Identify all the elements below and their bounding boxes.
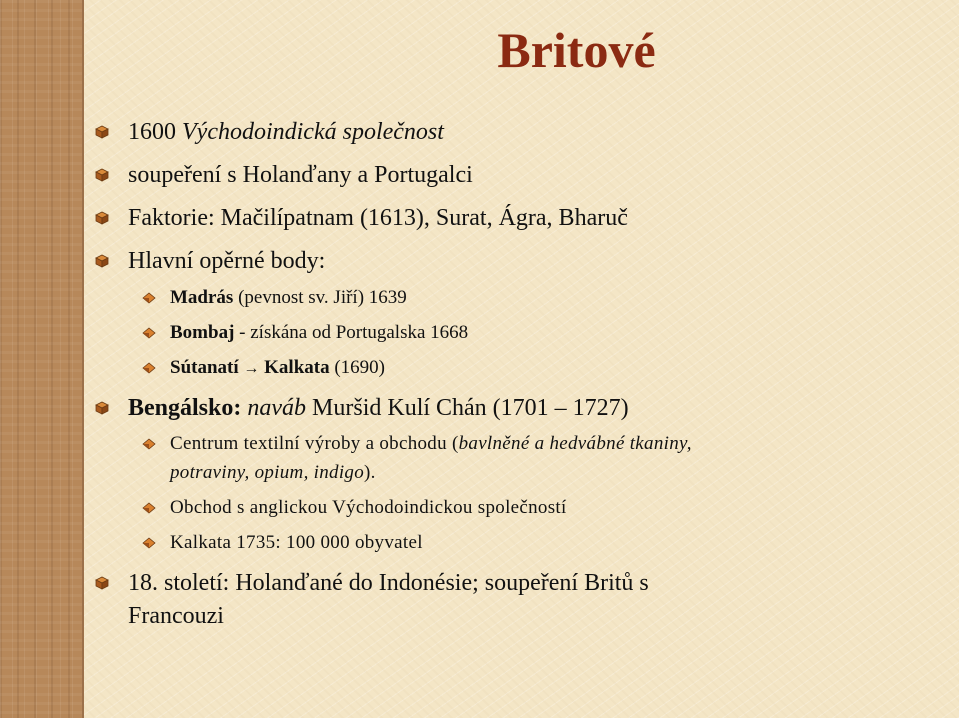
- diamond-bullet-icon: [95, 401, 109, 415]
- kalkata-bold: Kalkata: [264, 357, 330, 378]
- bengal-rest: Muršid Kulí Chán (1701 – 1727): [312, 395, 629, 421]
- slide-title: Britové: [497, 22, 656, 78]
- textile-italic-1: bavlněné a hedvábné tkaniny,: [458, 433, 692, 454]
- diamond-bullet-icon: [95, 576, 109, 590]
- kalkata-rest: (1690): [334, 357, 385, 378]
- diamond-bullet-icon: [142, 327, 156, 339]
- textile-italic-2: potraviny, opium, indigo: [170, 462, 365, 483]
- madras-rest: (pevnost sv. Jiří) 1639: [238, 287, 407, 308]
- bullet-18th-century-line2: Francouzi: [128, 603, 224, 629]
- nawab-italic: naváb: [247, 395, 307, 421]
- sub-kalkata: [170, 356, 385, 381]
- diamond-bullet-icon: [142, 537, 156, 549]
- bombay-bold: Bombaj: [170, 322, 235, 343]
- bombay-rest: - získána od Portugalska 1668: [239, 322, 469, 343]
- diamond-bullet-icon: [142, 362, 156, 374]
- sub-trade: Obchod s anglickou Východoindickou společností: [170, 497, 567, 518]
- bullet-bengal: [128, 394, 629, 422]
- sub-bombay: [170, 321, 468, 345]
- bullet-1600: [128, 118, 444, 146]
- diamond-bullet-icon: [142, 292, 156, 304]
- sub-population: Kalkata 1735: 100 000 obyvatel: [170, 532, 423, 553]
- sub-textile-line2: [170, 461, 376, 485]
- arrow-icon: →: [243, 360, 260, 377]
- left-texture-strip: [0, 0, 82, 718]
- madras-bold: Madrás: [170, 287, 234, 308]
- sutanati-bold: Sútanatí: [170, 357, 239, 378]
- bengal-bold: Bengálsko:: [128, 395, 242, 421]
- bullet-main-bases: Hlavní opěrné body:: [128, 248, 326, 274]
- diamond-bullet-icon: [95, 168, 109, 182]
- diamond-bullet-icon: [95, 125, 109, 139]
- textile-text: Centrum textilní výroby a obchodu (: [170, 433, 459, 454]
- company-italic: Východoindická společnost: [182, 119, 444, 145]
- bullet-factories: Faktorie: Mačilípatnam (1613), Surat, Ágra, Bharuč: [128, 205, 628, 231]
- diamond-bullet-icon: [95, 254, 109, 268]
- sub-textile-line1: [170, 432, 692, 456]
- bullet-rivalry: soupeření s Holanďany a Portugalci: [128, 162, 473, 188]
- diamond-bullet-icon: [95, 211, 109, 225]
- diamond-bullet-icon: [142, 438, 156, 450]
- sub-madras: [170, 286, 407, 310]
- bullet-18th-century-line1: 18. století: Holanďané do Indonésie; soupeření Britů s: [128, 570, 649, 596]
- year-text: 1600: [128, 119, 176, 145]
- diamond-bullet-icon: [142, 502, 156, 514]
- textile-end: ).: [364, 462, 376, 483]
